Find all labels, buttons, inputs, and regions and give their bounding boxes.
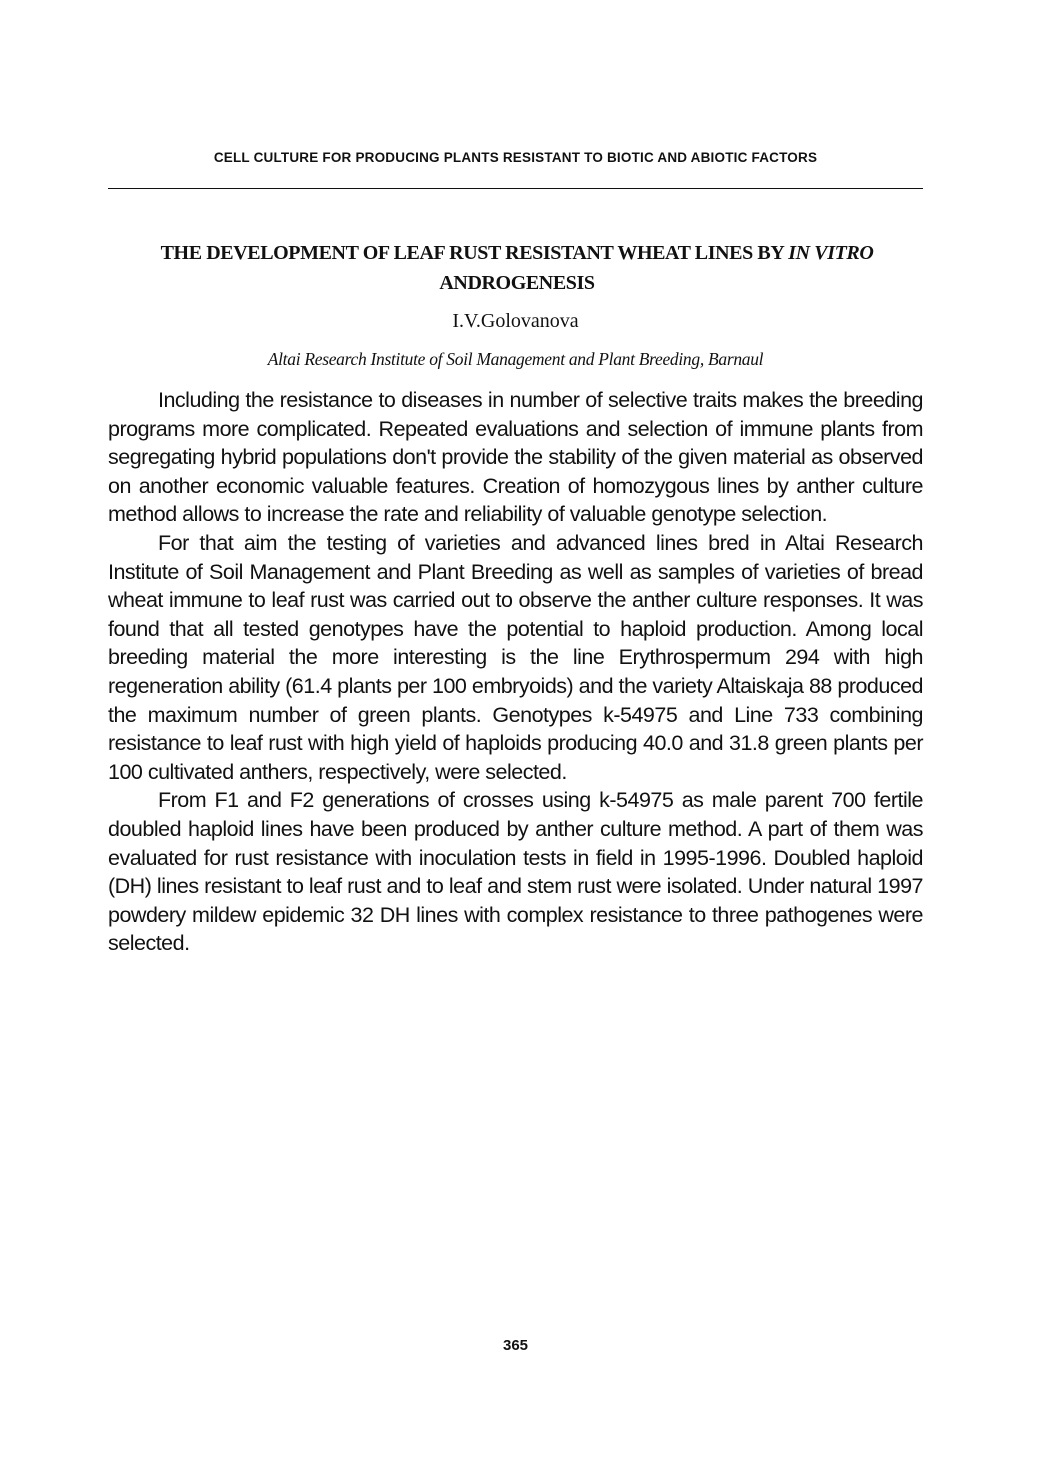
- page-number: 365: [502, 1337, 529, 1354]
- article-title-suffix: ANDROGENESIS: [439, 272, 595, 294]
- body-paragraph-3: From F1 and F2 generations of crosses using k-54975 as male parent 700 fertile doubled haploid lines have been produced by anther culture method. A part of them was evaluated for rust resistance with inoculation tests in field in 1995-1996. Doubled haploid (DH) lines resistant to leaf rust and to leaf and stem rust were isolated. Under natural 1997 powdery mildew epidemic 32 DH lines with complex resistance to three pathogenes were selected.: [108, 788, 923, 956]
- article-title-prefix: THE DEVELOPMENT OF LEAF RUST RESISTANT WHEAT LINES BY: [160, 242, 789, 264]
- article-body: [108, 386, 923, 958]
- section-header: CELL CULTURE FOR PRODUCING PLANTS RESISTANT TO BIOTIC AND ABIOTIC FACTORS: [213, 150, 818, 165]
- body-paragraph-2: For that aim the testing of varieties and advanced lines bred in Altai Research Institute of Soil Management and Plant Breeding as well as samples of varieties of bread wheat immune to leaf rust was carried out to observe the anther culture responses. It was found that all tested genotypes have the potential to haploid production. Among local breeding material the more interesting is the line Erythrospermum 294 with high regeneration ability (61.4 plants per 100 embryoids) and the variety Altaiskaja 88 produced the maximum number of green plants. Genotypes k-54975 and Line 733 combining resistance to leaf rust with high yield of haploids producing 40.0 and 31.8 green plants per 100 cultivated anthers, respectively, were selected.: [108, 530, 924, 784]
- author-name: I.V.Golovanova: [452, 310, 579, 332]
- author-affiliation: Altai Research Institute of Soil Management and Plant Breeding, Barnaul: [267, 349, 764, 369]
- article-title-italic: IN VITRO: [788, 242, 874, 264]
- header-divider: [108, 188, 923, 189]
- article-title: [112, 238, 922, 298]
- body-paragraph-1: Including the resistance to diseases in number of selective traits makes the breeding programs more complicated. Repeated evaluations and selection of immune plants from segregating hybrid populations don't provide the stability of the given material as observed on another economic valuable features. Creation of homozygous lines by anther culture method allows to increase the rate and reliability of valuable genotype selection.: [108, 388, 923, 527]
